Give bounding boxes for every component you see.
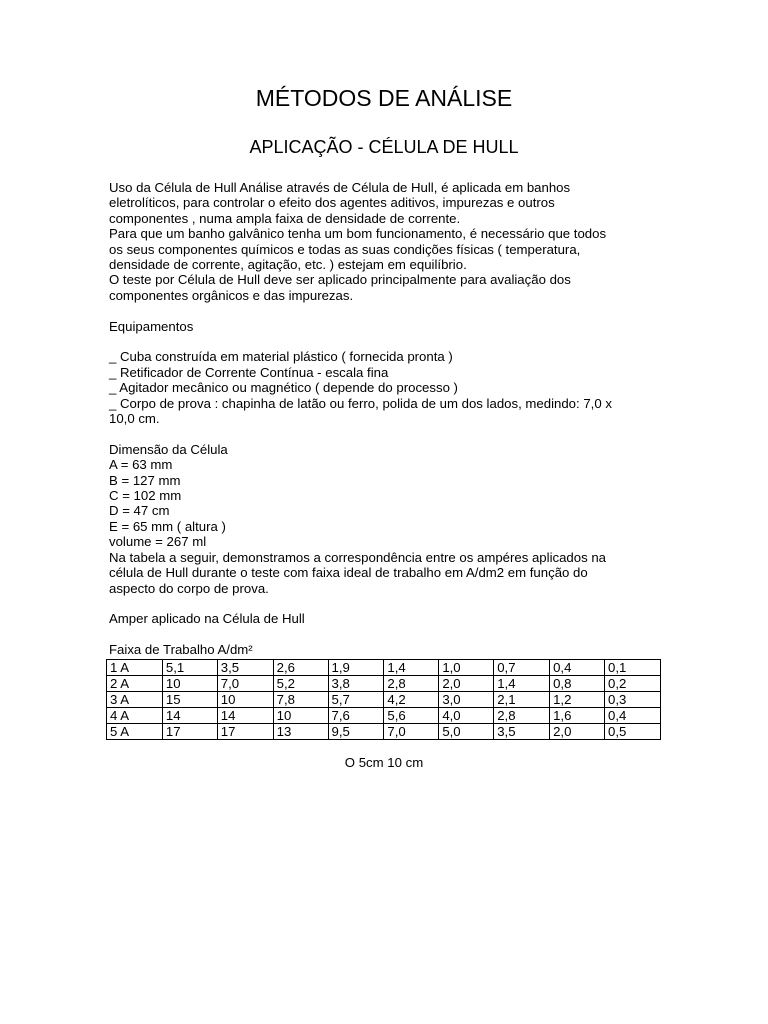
table-cell: 9,5 <box>328 724 384 740</box>
table-cell: 15 <box>162 692 217 708</box>
equipment-line: _ Cuba construída em material plástico ( fornecida pronta ) <box>109 349 453 365</box>
intro-line: Uso da Célula de Hull Análise através de Célula de Hull, é aplicada em banhos <box>109 180 571 195</box>
table-cell: 0,2 <box>604 676 660 692</box>
equipment-line: _ Retificador de Corrente Contínua - escala fina <box>109 364 389 380</box>
table-cell-current: 5 A <box>107 724 163 740</box>
table-cell: 1,4 <box>494 676 550 692</box>
table-cell: 7,8 <box>273 692 328 708</box>
paragraph-gap <box>109 596 669 611</box>
table-cell: 1,0 <box>439 660 494 676</box>
amper-heading: Amper aplicado na Célula de Hull <box>109 611 305 627</box>
intro-line: O teste por Célula de Hull deve ser aplicado principalmente para avaliação dos <box>109 272 571 288</box>
table-cell: 3,5 <box>217 660 273 676</box>
table-cell: 0,8 <box>550 676 605 692</box>
dimension-line: B = 127 mm <box>109 472 181 488</box>
table-cell: 13 <box>273 724 328 740</box>
table-cell-current: 4 A <box>107 708 163 724</box>
intro-line: os seus componentes químicos e todas as suas condições físicas ( temperatura, <box>109 241 581 257</box>
table-cell: 14 <box>162 708 217 724</box>
table-row <box>107 692 661 708</box>
equipment-line: _ Corpo de prova : chapinha de latão ou ferro, polida de um dos lados, medindo: 7,0 x <box>109 395 612 411</box>
document-body <box>109 180 669 658</box>
dimension-line: E = 65 mm ( altura ) <box>109 518 226 534</box>
dimension-line: Dimensão da Célula <box>109 441 228 457</box>
table-cell: 0,5 <box>604 724 660 740</box>
table-row <box>107 724 661 740</box>
table-cell: 17 <box>162 724 217 740</box>
table-row <box>107 708 661 724</box>
table-cell: 2,8 <box>494 708 550 724</box>
paragraph-gap <box>109 303 669 318</box>
dimension-line: célula de Hull durante o teste com faixa ideal de trabalho em A/dm2 em função do <box>109 565 588 581</box>
table-cell: 7,0 <box>217 676 273 692</box>
intro-line: densidade de corrente, agitação, etc. ) estejam em equilíbrio. <box>109 257 467 273</box>
dimension-line: Na tabela a seguir, demonstramos a correspondência entre os ampéres aplicados na <box>109 549 607 565</box>
table-cell: 10 <box>162 676 217 692</box>
table-cell: 3,0 <box>439 692 494 708</box>
table-cell: 5,1 <box>162 660 217 676</box>
dimension-line: aspecto do corpo de prova. <box>109 580 269 596</box>
table-cell: 0,4 <box>550 660 605 676</box>
table-cell: 10 <box>217 692 273 708</box>
table-cell: 2,0 <box>439 676 494 692</box>
equipment-line: 10,0 cm. <box>109 411 160 427</box>
table-caption: O 5cm 10 cm <box>344 755 424 770</box>
table-cell-current: 1 A <box>107 660 163 676</box>
dimension-line: D = 47 cm <box>109 503 170 519</box>
table-cell-current: 2 A <box>107 676 163 692</box>
page-title: MÉTODOS DE ANÁLISE <box>255 85 513 111</box>
table-cell: 5,2 <box>273 676 328 692</box>
table-cell: 1,2 <box>550 692 605 708</box>
table-cell: 4,0 <box>439 708 494 724</box>
table-cell: 1,4 <box>384 660 439 676</box>
table-cell: 7,0 <box>384 724 439 740</box>
intro-line: eletrolíticos, para controlar o efeito dos agentes aditivos, impurezas e outros <box>109 195 555 211</box>
table-cell: 3,8 <box>328 676 384 692</box>
table-cell: 0,4 <box>604 708 660 724</box>
table-row <box>107 676 661 692</box>
faixa-heading: Faixa de Trabalho A/dm² <box>109 642 253 658</box>
table-cell: 17 <box>217 724 273 740</box>
dimension-line: A = 63 mm <box>109 457 173 473</box>
table-cell: 7,6 <box>328 708 384 724</box>
table-cell: 5,7 <box>328 692 384 708</box>
table-cell: 2,6 <box>273 660 328 676</box>
equipment-heading: Equipamentos <box>109 318 194 334</box>
table-cell: 1,6 <box>550 708 605 724</box>
intro-line: componentes , numa ampla faixa de densidade de corrente. <box>109 210 461 226</box>
table-cell: 0,3 <box>604 692 660 708</box>
table-cell: 5,6 <box>384 708 439 724</box>
equipment-line: _ Agitador mecânico ou magnético ( depende do processo ) <box>109 380 458 396</box>
table-cell: 2,1 <box>494 692 550 708</box>
table-cell: 10 <box>273 708 328 724</box>
table-cell: 4,2 <box>384 692 439 708</box>
page-subtitle: APLICAÇÃO - CÉLULA DE HULL <box>249 137 519 157</box>
table-cell: 0,7 <box>494 660 550 676</box>
table-cell: 5,0 <box>439 724 494 740</box>
table-cell: 2,8 <box>384 676 439 692</box>
intro-line: Para que um banho galvânico tenha um bom funcionamento, é necessário que todos <box>109 226 607 242</box>
intro-line: componentes orgânicos e das impurezas. <box>109 287 354 303</box>
faixa-table <box>106 659 661 740</box>
dimension-line: C = 102 mm <box>109 488 182 504</box>
table-cell: 0,1 <box>604 660 660 676</box>
paragraph-gap <box>109 627 669 642</box>
table-cell: 14 <box>217 708 273 724</box>
table-cell: 3,5 <box>494 724 550 740</box>
table-cell: 2,0 <box>550 724 605 740</box>
paragraph-gap <box>109 426 669 441</box>
table-cell-current: 3 A <box>107 692 163 708</box>
table-cell: 1,9 <box>328 660 384 676</box>
table-row <box>107 660 661 676</box>
paragraph-gap <box>109 334 669 349</box>
dimension-line: volume = 267 ml <box>109 534 207 550</box>
